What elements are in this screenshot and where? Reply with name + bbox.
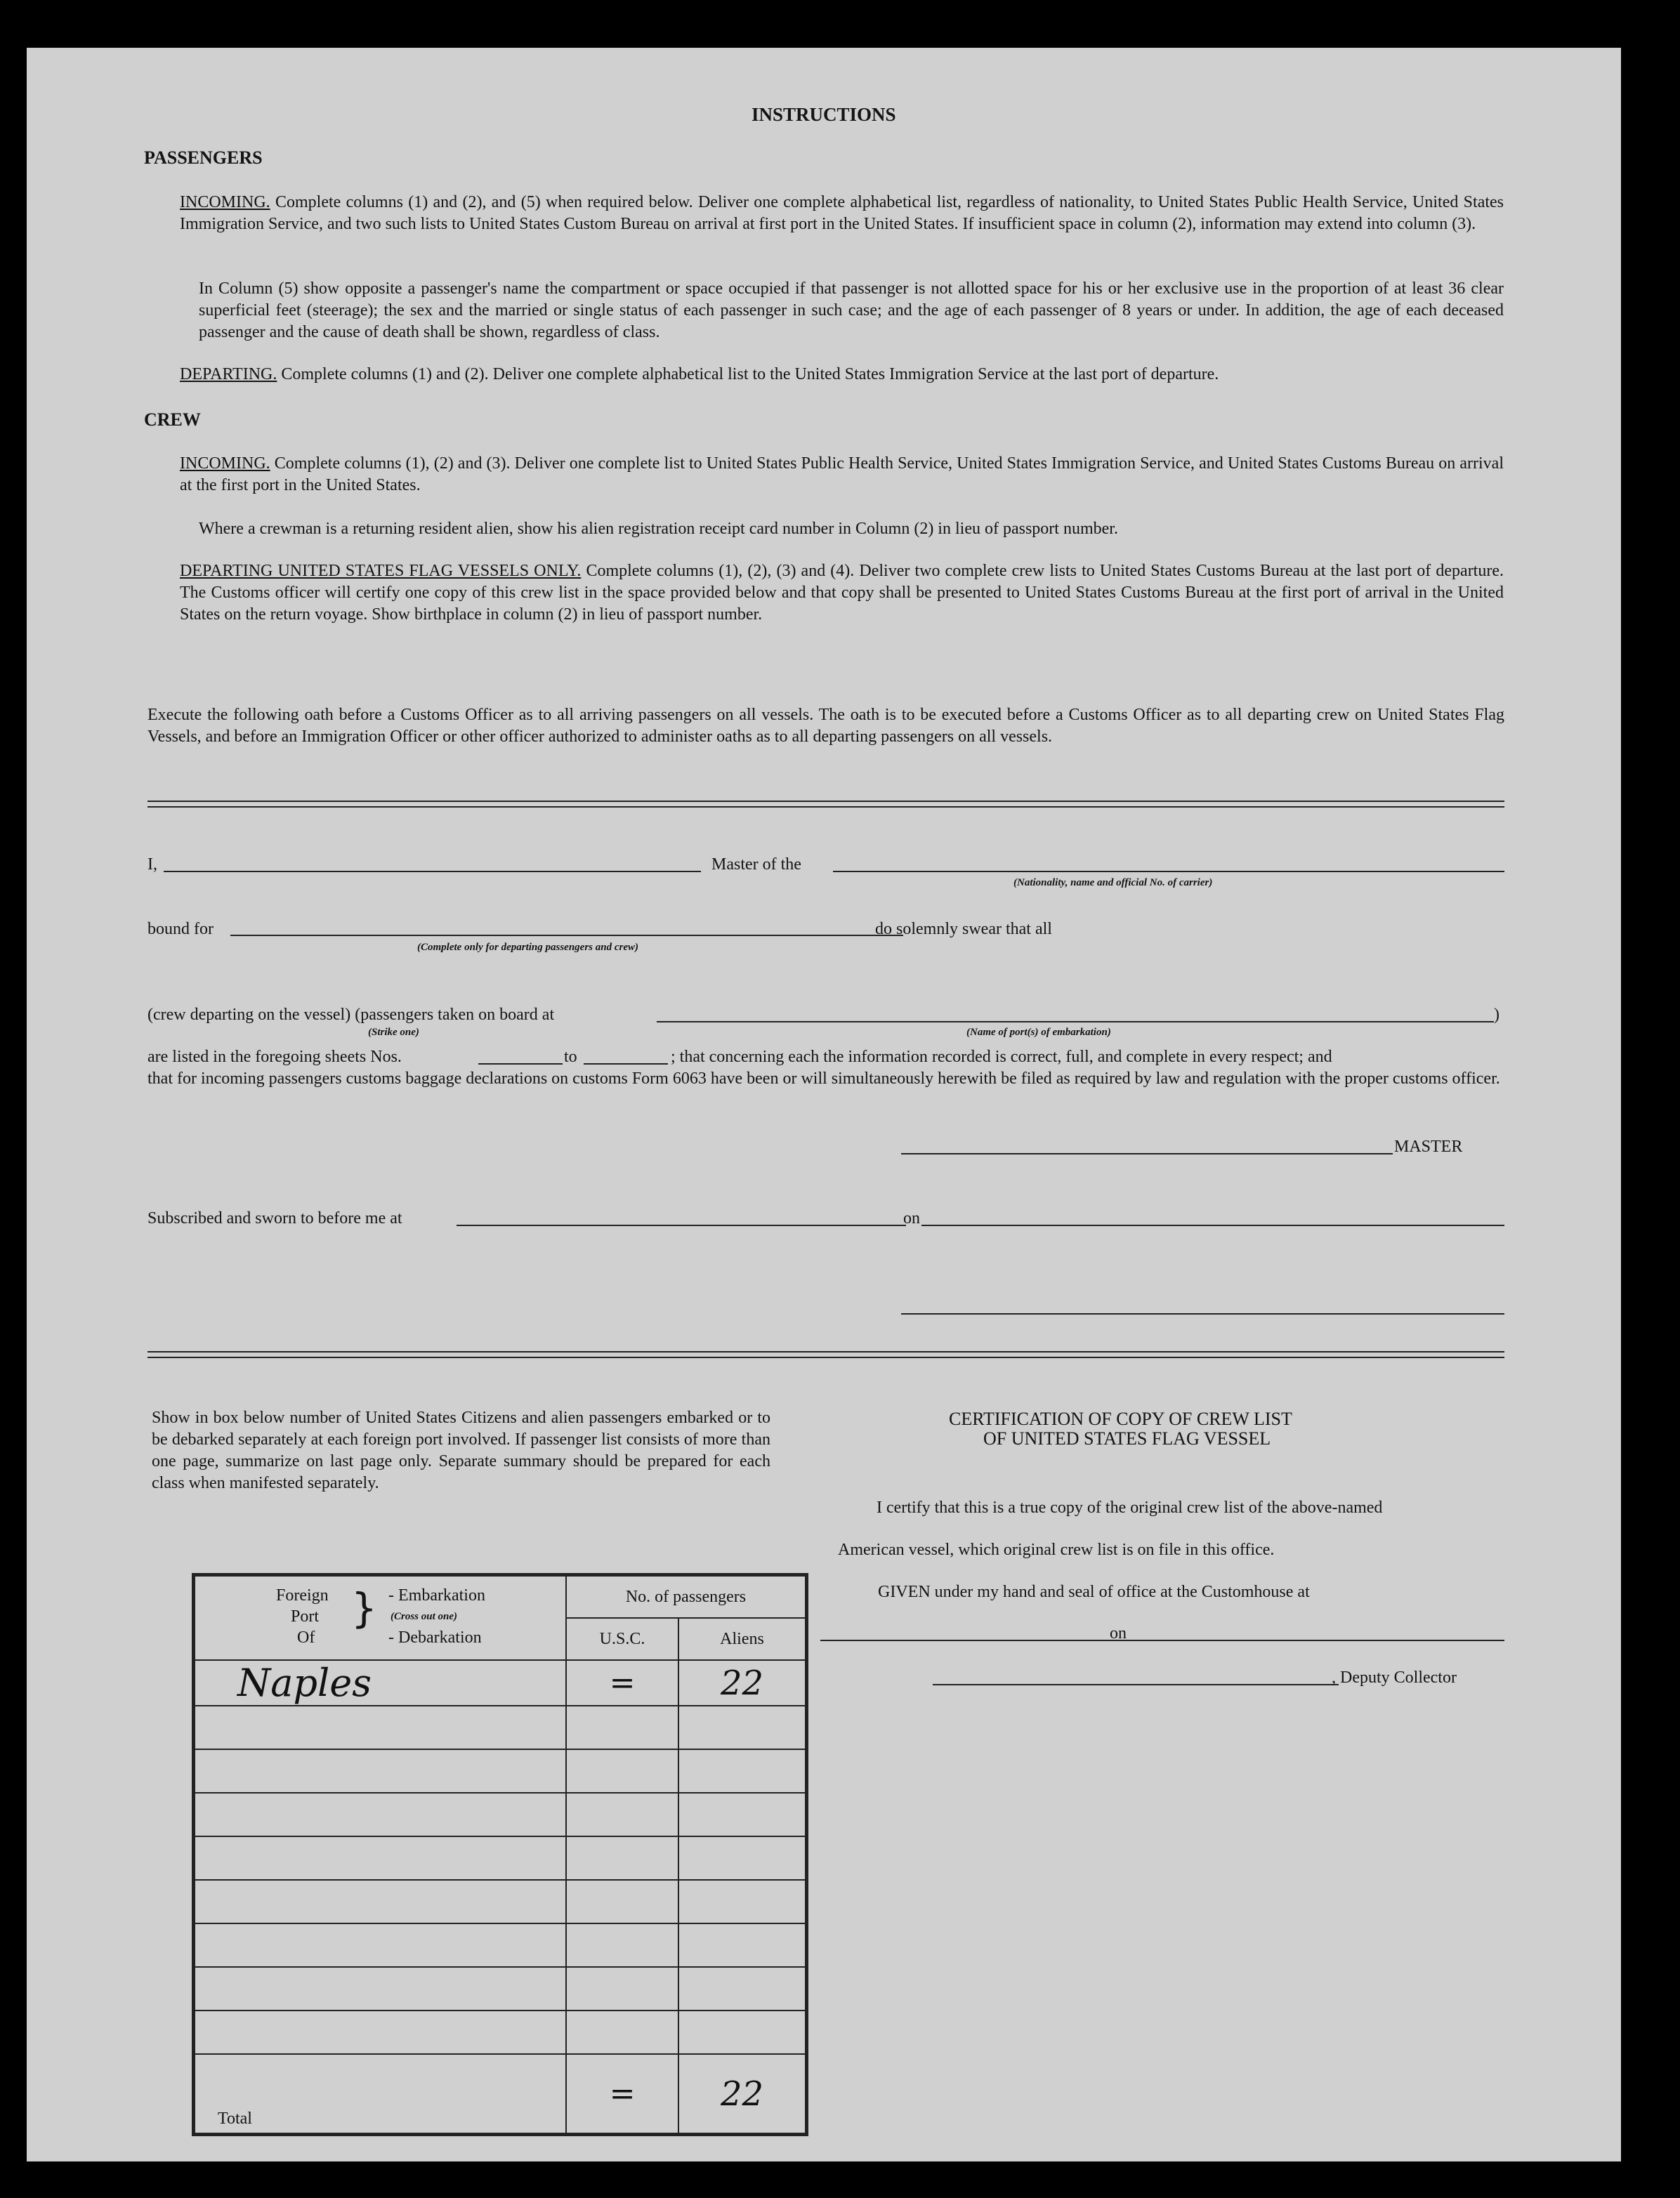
- carrier-line: [833, 871, 1504, 872]
- bound-hint: (Complete only for departing passengers and crew): [417, 942, 638, 953]
- subscribed-on-label: on: [903, 1209, 920, 1228]
- total-usc-handwritten: =: [609, 2076, 636, 2112]
- oath-i-label: I,: [147, 855, 157, 874]
- page-title: INSTRUCTIONS: [752, 104, 896, 125]
- foreign-port-header: [195, 1576, 566, 1660]
- no-passengers-header: No. of passengers: [566, 1576, 806, 1618]
- listed-text: are listed in the foregoing sheets Nos.: [147, 1048, 402, 1066]
- crew-departing-label: DEPARTING UNITED STATES FLAG VESSELS ONLY.: [180, 562, 582, 580]
- subscribed-label: Subscribed and sworn to before me at: [147, 1209, 402, 1228]
- certification-subtitle: OF UNITED STATES FLAG VESSEL: [983, 1428, 1271, 1449]
- header-port: Port: [291, 1607, 320, 1626]
- port-cell: [195, 1660, 566, 1706]
- crew-departing-paragraph: [180, 560, 1504, 626]
- officer-signature-line: [901, 1313, 1504, 1315]
- swear-label: do solemnly swear that all: [875, 920, 1052, 938]
- aliens-cell: [678, 1660, 806, 1706]
- header-debarkation: - Debarkation: [388, 1628, 482, 1647]
- deputy-signature-line: [933, 1684, 1339, 1685]
- total-aliens-cell: [678, 2054, 806, 2133]
- aliens-handwritten: 22: [720, 1663, 764, 1703]
- passengers-incoming-label: INCOMING.: [180, 193, 270, 211]
- crew-resident-paragraph: Where a crewman is a returning resident alien, show his alien registration receipt card number in Column (2) in lieu of passport number.: [199, 520, 1118, 538]
- crew-heading: CREW: [144, 409, 201, 430]
- table-row: [195, 1967, 806, 2011]
- close-paren: ): [1494, 1006, 1499, 1024]
- document-page: [27, 48, 1621, 2161]
- table-row: [195, 1880, 806, 1923]
- given-text: GIVEN under my hand and seal of office at the Customhouse at: [878, 1583, 1310, 1601]
- certify-text: I certify that this is a true copy of the original crew list of the above-named: [877, 1499, 1383, 1517]
- total-aliens-handwritten: 22: [720, 2074, 764, 2114]
- carrier-hint: (Nationality, name and official No. of carrier): [1013, 877, 1213, 888]
- passengers-departing-text: Complete columns (1) and (2). Deliver one complete alphabetical list to the United States Immigration Service at the last port of departure.: [281, 365, 1219, 383]
- port-handwritten: Naples: [237, 1661, 372, 1705]
- divider: [147, 806, 1504, 808]
- bound-for-label: bound for: [147, 920, 214, 938]
- header-cross-out: (Cross out one): [391, 1611, 458, 1622]
- certification-title: CERTIFICATION OF COPY OF CREW LIST: [949, 1409, 1292, 1429]
- american-vessel-text: American vessel, which original crew list is on file in this office.: [838, 1541, 1275, 1559]
- passengers-departing-paragraph: [180, 364, 1504, 386]
- passengers-departing-label: DEPARTING.: [180, 365, 277, 383]
- crew-incoming-text: Complete columns (1), (2) and (3). Deliver one complete list to United States Public Health Service, United States Immigration Service, and United States Customs Bureau on arrival at the first port in the United States.: [180, 454, 1504, 494]
- header-of: Of: [297, 1628, 315, 1647]
- aliens-header: Aliens: [678, 1618, 806, 1660]
- embarkation-port-line: [657, 1021, 1494, 1022]
- divider: [147, 801, 1504, 802]
- table-row: [195, 1836, 806, 1880]
- passenger-summary-table: [192, 1573, 808, 2136]
- table-row: [195, 1923, 806, 1967]
- strike-one-hint: (Strike one): [368, 1027, 419, 1038]
- header-embarkation: - Embarkation: [388, 1586, 485, 1605]
- total-usc-cell: [566, 2054, 678, 2133]
- customhouse-line: [820, 1640, 1136, 1641]
- sheet-from-line: [478, 1063, 563, 1065]
- passengers-incoming-paragraph: [180, 192, 1504, 235]
- deputy-collector-label: , Deputy Collector: [1332, 1669, 1457, 1687]
- left-brace-icon: }: [351, 1584, 377, 1632]
- table-row: [195, 1706, 806, 1749]
- master-signature-line: [901, 1153, 1393, 1154]
- crew-incoming-paragraph: [180, 453, 1504, 496]
- master-of-label: Master of the: [711, 855, 801, 874]
- total-label: Total: [195, 2054, 566, 2133]
- customs-declaration-text: that for incoming passengers customs baggage declarations on customs Form 6063 have been or will simultaneously herewith be filed as required by law and regulation with the proper customs officer.: [147, 1070, 1500, 1088]
- listed-to: to: [564, 1048, 577, 1066]
- summary-instructions: Show in box below number of United States Citizens and alien passengers embarked or to be debarked separately at each foreign port involved. If passenger list consists of more than one page, summarize on last page only. Separate summary should be prepared for each class when manifested separately.: [152, 1409, 770, 1492]
- sheet-to-line: [584, 1063, 668, 1065]
- crew-departing-label: (crew departing on the vessel) (passengers taken on board at: [147, 1006, 555, 1024]
- certification-date-line: [1135, 1640, 1504, 1641]
- bound-for-line: [230, 935, 903, 936]
- crew-departing-text: Complete columns (1), (2), (3) and (4). Deliver two complete crew lists to United States Customs Bureau at the last port of departure. The Customs officer will certify one copy of this crew list in the space provided below and that copy shall be presented to United States Customs Bureau at the first port of arrival in the United States on the return voyage. Show birthplace in column (2) in lieu of passport number.: [180, 562, 1504, 624]
- table-row: [195, 1793, 806, 1836]
- certification-on-label: on: [1110, 1624, 1127, 1643]
- port-hint: (Name of port(s) of embarkation): [966, 1027, 1111, 1038]
- table-row: [195, 2011, 806, 2054]
- header-foreign: Foreign: [276, 1586, 329, 1605]
- usc-header: U.S.C.: [566, 1618, 678, 1660]
- total-row: [195, 2054, 806, 2133]
- oath-intro-paragraph: Execute the following oath before a Customs Officer as to all arriving passengers on all vessels. The oath is to be executed before a Customs Officer as to all departing crew on United States Flag Vessels, and before an Immigration Officer or other officer authorized to administer oaths as to all departing passengers on all vessels.: [147, 706, 1504, 746]
- table-row: [195, 1749, 806, 1793]
- divider: [147, 1351, 1504, 1353]
- subscribed-place-line: [457, 1225, 906, 1226]
- crew-incoming-label: INCOMING.: [180, 454, 270, 473]
- usc-handwritten: =: [609, 1665, 636, 1701]
- passengers-column5-paragraph: In Column (5) show opposite a passenger's name the compartment or space occupied if that passenger is not allotted space for his or her exclusive use in the proportion of at least 36 clear superficial feet (steerage); the sex and the married or single status of each passenger in such case; and the age of each passenger of 8 years or under. In addition, the age of each deceased passenger and the cause of death shall be shown, regardless of class.: [199, 279, 1504, 341]
- passengers-heading: PASSENGERS: [144, 147, 263, 168]
- master-label: MASTER: [1394, 1138, 1463, 1156]
- listed-text-continued: ; that concerning each the information recorded is correct, full, and complete in every respect; and: [671, 1048, 1332, 1066]
- subscribed-date-line: [921, 1225, 1504, 1226]
- usc-cell: [566, 1660, 678, 1706]
- divider: [147, 1357, 1504, 1358]
- passengers-incoming-text: Complete columns (1) and (2), and (5) when required below. Deliver one complete alphabetical list, regardless of nationality, to United States Public Health Service, United States Immigration Service, and two such lists to United States Custom Bureau on arrival at first port in the United States. If insufficient space in column (2), information may extend into column (3).: [180, 193, 1504, 233]
- table-row: [195, 1660, 806, 1706]
- master-name-line: [164, 871, 701, 872]
